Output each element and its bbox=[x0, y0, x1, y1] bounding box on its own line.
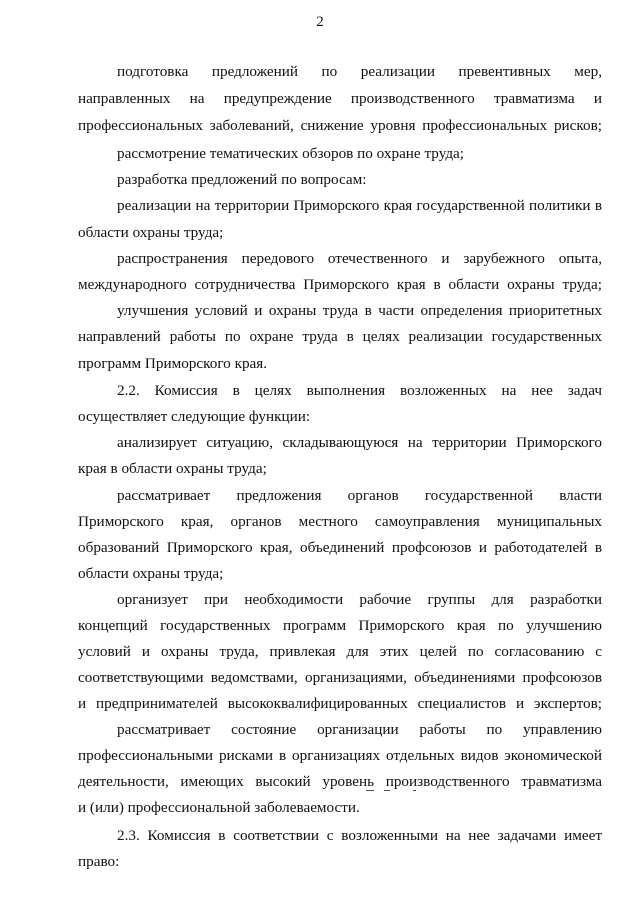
text-line: рассматривает предложения органов государственной власти bbox=[117, 487, 602, 504]
text-line: 2.3. Комиссия в соответствии с возложенными на нее задачами имеет bbox=[117, 827, 602, 844]
scan-artifact bbox=[366, 790, 374, 791]
text-line: распространения передового отечественного и зарубежного опыта, bbox=[117, 250, 602, 267]
text-line: анализирует ситуацию, складывающуюся на территории Приморского bbox=[117, 434, 602, 451]
text-line: направленных на предупреждение производственного травматизма и bbox=[78, 90, 602, 107]
text-line: и (или) профессиональной заболеваемости. bbox=[78, 799, 360, 816]
text-line: рассмотрение тематических обзоров по охране труда; bbox=[117, 145, 465, 162]
page-number: 2 bbox=[316, 14, 324, 30]
text-line: профессиональных заболеваний, снижение уровня профессиональных рисков; bbox=[78, 117, 602, 134]
text-line: разработка предложений по вопросам: bbox=[117, 171, 367, 188]
text-line: реализации на территории Приморского края государственной политики в bbox=[117, 197, 602, 214]
text-line: соответствующими ведомствами, организациями, объединениями профсоюзов bbox=[78, 669, 602, 686]
text-line: подготовка предложений по реализации превентивных мер, bbox=[117, 63, 602, 80]
text-line: концепций государственных программ Приморского края по улучшению bbox=[78, 617, 602, 634]
text-line: направлений работы по охране труда в целях реализации государственных bbox=[78, 328, 602, 345]
text-line: право: bbox=[78, 853, 120, 870]
text-line: края в области охраны труда; bbox=[78, 460, 267, 477]
text-line: рассматривает состояние организации работы по управлению bbox=[117, 721, 602, 738]
scan-artifact bbox=[384, 790, 390, 791]
text-line: Приморского края, органов местного самоуправления муниципальных bbox=[78, 513, 602, 530]
text-line: и предпринимателей высококвалифицированных специалистов и экспертов; bbox=[78, 695, 602, 712]
text-line: улучшения условий и охраны труда в части определения приоритетных bbox=[117, 302, 602, 319]
text-line: осуществляет следующие функции: bbox=[78, 408, 311, 425]
text-line: профессиональными рисками в организациях отдельных видов экономической bbox=[78, 747, 602, 764]
text-line: программ Приморского края. bbox=[78, 355, 268, 372]
text-line: образований Приморского края, объединений профсоюзов и работодателей в bbox=[78, 539, 602, 556]
text-line: 2.2. Комиссия в целях выполнения возложенных на нее задач bbox=[117, 382, 602, 399]
text-line: области охраны труда; bbox=[78, 565, 224, 582]
text-line: деятельности, имеющих высокий уровень производственного травматизма bbox=[78, 773, 602, 790]
text-line: организует при необходимости рабочие группы для разработки bbox=[117, 591, 602, 608]
scan-artifact bbox=[413, 790, 416, 791]
text-line: области охраны труда; bbox=[78, 224, 224, 241]
text-line: международного сотрудничества Приморского края в области охраны труда; bbox=[78, 276, 602, 293]
text-line: условий и охраны труда, привлекая для этих целей по согласованию с bbox=[78, 643, 602, 660]
